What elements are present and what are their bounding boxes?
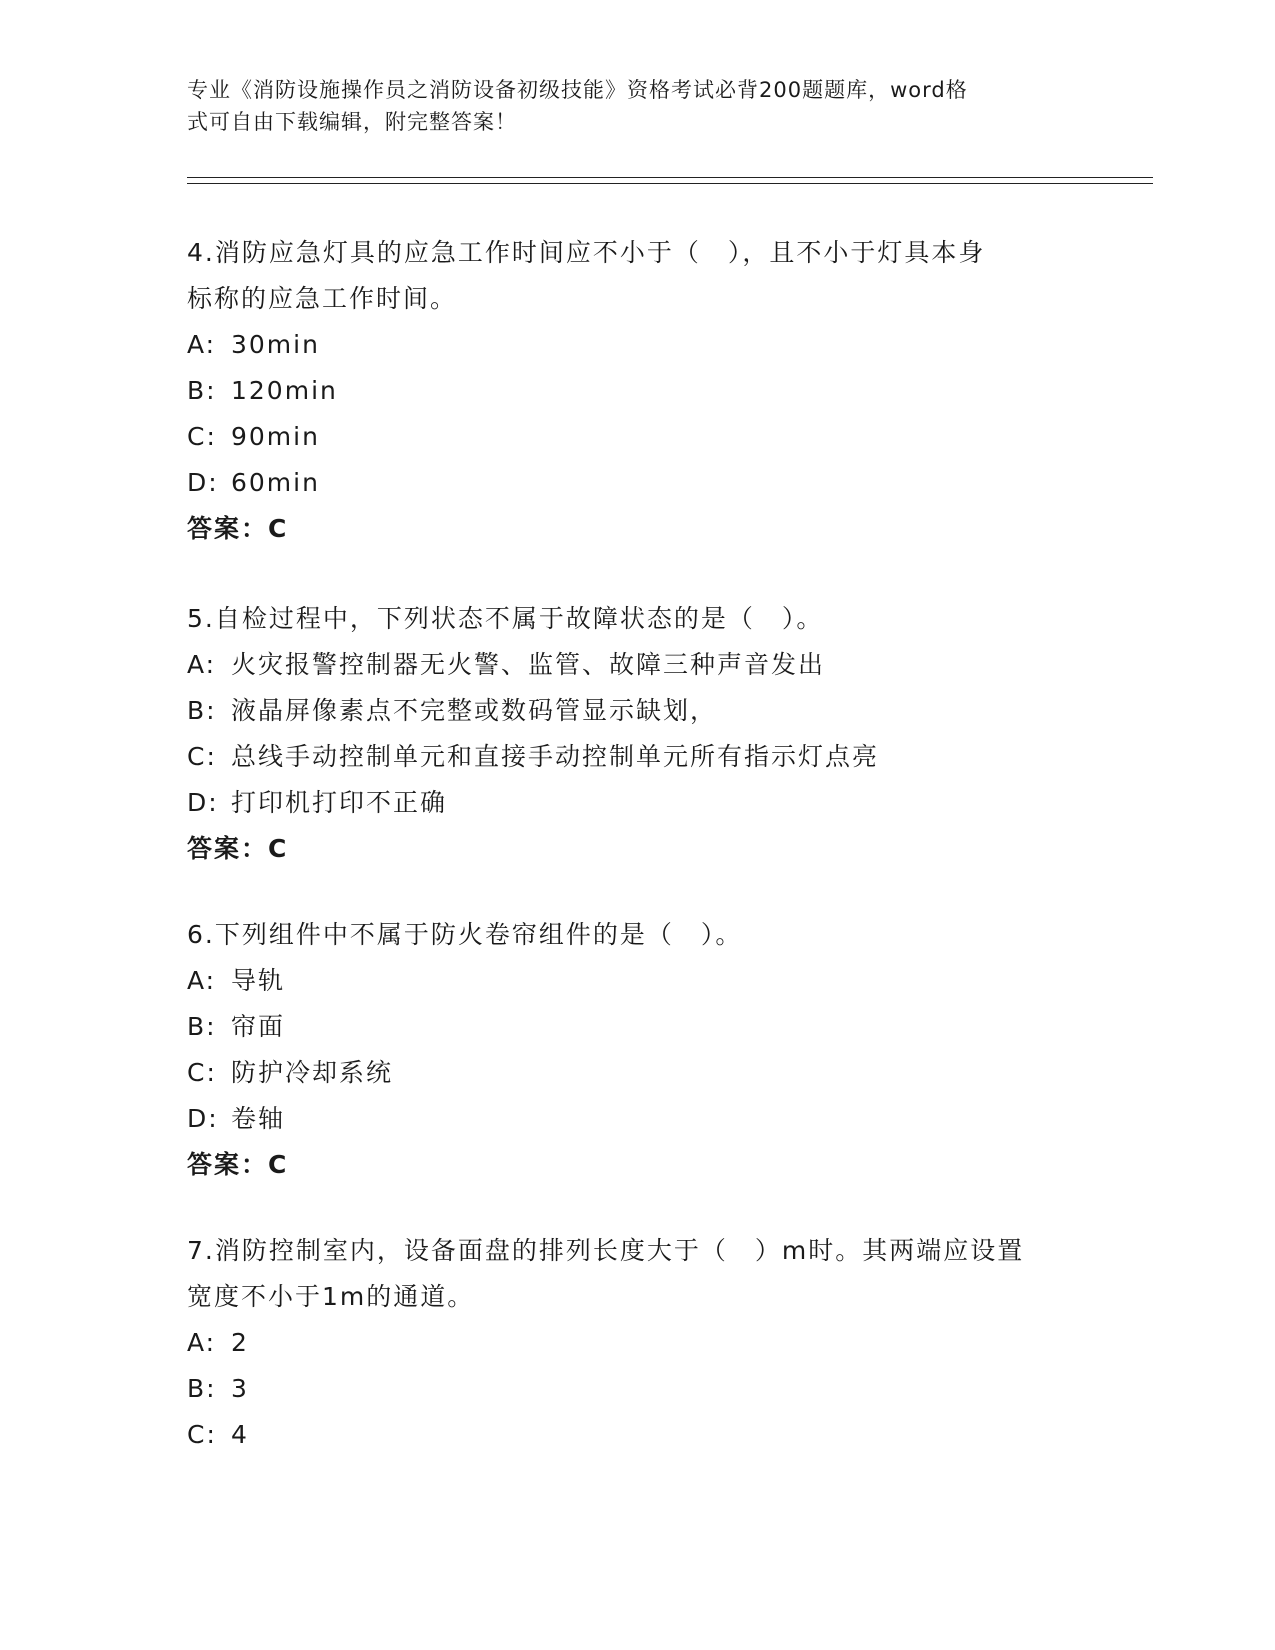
question-6	[187, 912, 1087, 1188]
option-text: 90min	[231, 422, 320, 451]
question-stem-line: 5.自检过程中，下列状态不属于故障状态的是（ ）。	[187, 604, 824, 633]
option-letter: A:	[187, 966, 217, 995]
option-letter: D:	[187, 468, 219, 497]
header-divider-top	[187, 177, 1153, 178]
answer-label: 答案：C	[187, 514, 289, 543]
question-stem-line: 6.下列组件中不属于防火卷帘组件的是（ ）。	[187, 920, 743, 949]
option-text: 火灾报警控制器无火警、监管、故障三种声音发出	[231, 650, 826, 679]
option-a	[187, 958, 1087, 1004]
option-c	[187, 1050, 1087, 1096]
question-5	[187, 596, 1087, 872]
option-c	[187, 1412, 1087, 1458]
header-divider-bottom	[187, 183, 1153, 184]
option-letter: C:	[187, 1420, 217, 1449]
option-letter: D:	[187, 788, 219, 817]
question-stem-line: 7.消防控制室内，设备面盘的排列长度大于（ ）m时。其两端应设置	[187, 1236, 1025, 1265]
option-letter: A:	[187, 330, 217, 359]
option-letter: C:	[187, 422, 217, 451]
option-letter: A:	[187, 1328, 217, 1357]
option-text: 导轨	[231, 966, 286, 995]
option-text: 3	[231, 1374, 249, 1403]
option-b	[187, 1366, 1087, 1412]
option-a	[187, 322, 1087, 368]
header-line-2: 式可自由下载编辑，附完整答案！	[187, 110, 517, 134]
document-header	[187, 74, 1067, 138]
option-text: 帘面	[231, 1012, 286, 1041]
option-letter: B:	[187, 696, 217, 725]
option-letter: B:	[187, 1374, 217, 1403]
option-text: 60min	[231, 468, 320, 497]
option-letter: D:	[187, 1104, 219, 1133]
option-a	[187, 1320, 1087, 1366]
option-text: 防护冷却系统	[231, 1058, 394, 1087]
option-text: 液晶屏像素点不完整或数码管显示缺划，	[231, 696, 718, 725]
option-letter: B:	[187, 376, 217, 405]
option-text: 总线手动控制单元和直接手动控制单元所有指示灯点亮	[231, 742, 880, 771]
answer-label: 答案：C	[187, 834, 289, 863]
option-letter: B:	[187, 1012, 217, 1041]
option-text: 2	[231, 1328, 249, 1357]
option-text: 卷轴	[231, 1104, 286, 1133]
option-b	[187, 688, 1087, 734]
question-4	[187, 230, 1087, 552]
option-text: 120min	[231, 376, 338, 405]
option-d	[187, 1096, 1087, 1142]
question-7	[187, 1228, 1087, 1458]
option-letter: A:	[187, 650, 217, 679]
option-b	[187, 1004, 1087, 1050]
option-text: 4	[231, 1420, 249, 1449]
option-b	[187, 368, 1087, 414]
option-d	[187, 780, 1087, 826]
option-letter: C:	[187, 742, 217, 771]
option-c	[187, 734, 1087, 780]
option-letter: C:	[187, 1058, 217, 1087]
option-d	[187, 460, 1087, 506]
option-text: 打印机打印不正确	[231, 788, 448, 817]
question-stem-line: 4.消防应急灯具的应急工作时间应不小于（ ），且不小于灯具本身	[187, 238, 986, 267]
option-a	[187, 642, 1087, 688]
question-stem-line: 标称的应急工作时间。	[187, 284, 458, 313]
option-c	[187, 414, 1087, 460]
header-line-1: 专业《消防设施操作员之消防设备初级技能》资格考试必背200题题库，word格	[187, 78, 968, 102]
answer-label: 答案：C	[187, 1150, 289, 1179]
option-text: 30min	[231, 330, 320, 359]
question-stem-line: 宽度不小于1m的通道。	[187, 1282, 475, 1311]
